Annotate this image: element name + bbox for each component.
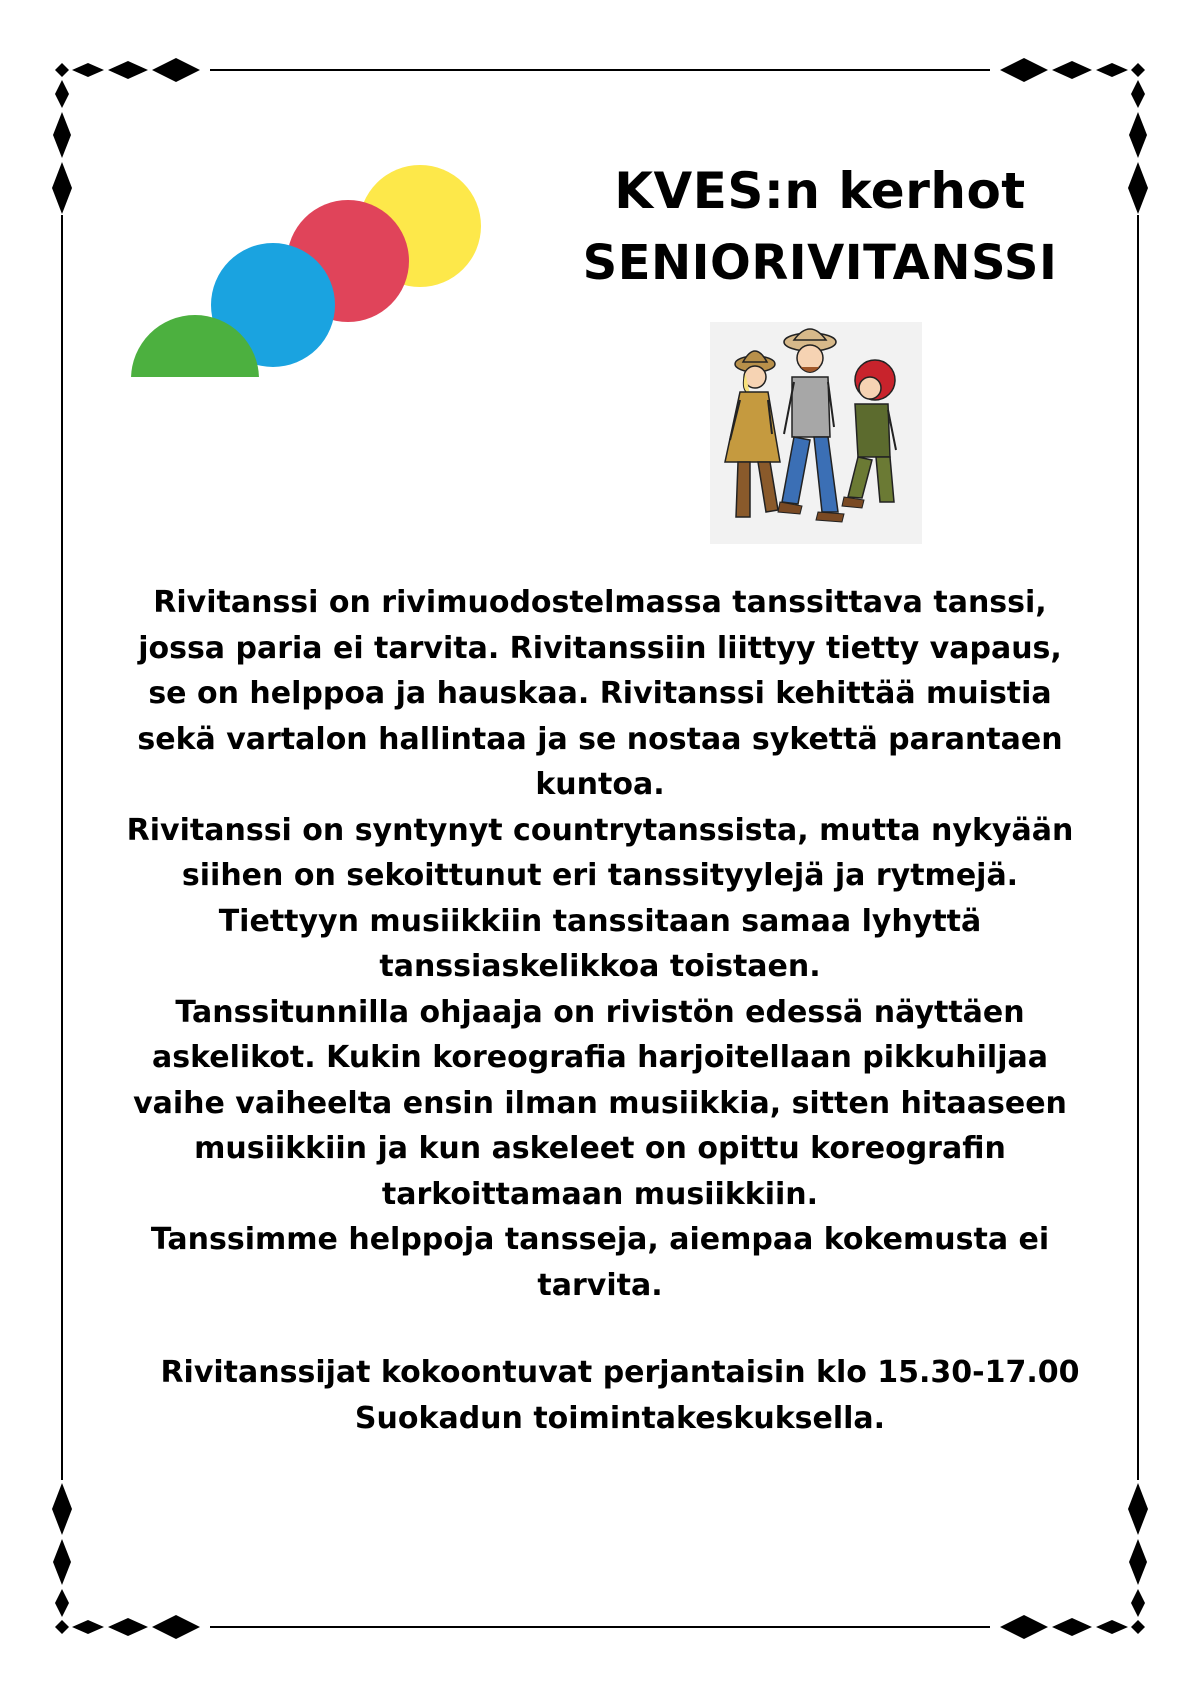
description-text [90, 580, 1110, 1308]
meeting-info [120, 1350, 1120, 1442]
body-line: kuntoa. [535, 767, 665, 802]
body-line: Tanssimme helppoja tansseja, aiempaa kokemusta ei [150, 1222, 1050, 1257]
body-line: askelikot. Kukin koreografia harjoitellaan pikkuhiljaa [152, 1040, 1048, 1075]
body-line: Rivitanssi on syntynyt countrytanssista, mutta nykyään [126, 812, 1074, 848]
body-line: Tanssitunnilla ohjaaja on rivistön edessä näyttäen [175, 994, 1025, 1030]
body-line: Tiettyyn musiikkiin tanssitaan samaa lyhyttä [218, 903, 982, 939]
body-line: Rivitanssi on rivimuodostelmassa tanssittava tanssi, [153, 585, 1047, 620]
overlapping-circles-logo [130, 165, 490, 385]
body-line: siihen on sekoittunut eri tanssityylejä ja rytmejä. [181, 858, 1019, 893]
body-line: tarvita. [537, 1267, 663, 1303]
meeting-location: Suokadun toimintakeskuksella. [354, 1401, 886, 1436]
line-dancers-illustration [710, 322, 922, 544]
page-title: KVES:n kerhot [614, 162, 1026, 220]
body-line: se on helppoa ja hauskaa. Rivitanssi kehittää muistia [148, 676, 1052, 711]
meeting-time: Rivitanssijat kokoontuvat perjantaisin klo 15.30-17.00 [160, 1355, 1080, 1390]
body-line: musiikkiin ja kun askeleet on opittu koreografin [194, 1131, 1006, 1166]
body-line: sekä vartalon hallintaa ja se nostaa sykettä parantaen [137, 721, 1063, 757]
body-line: vaihe vaiheelta ensin ilman musiikkia, sitten hitaaseen [133, 1085, 1067, 1121]
body-line: jossa paria ei tarvita. Rivitanssiin liittyy tietty vapaus, [138, 630, 1062, 666]
body-line: tanssiaskelikkoa toistaen. [379, 949, 821, 984]
body-line: tarkoittamaan musiikkiin. [381, 1176, 819, 1212]
page-subtitle: SENIORIVITANSSI [582, 235, 1058, 291]
title-block [560, 155, 1080, 299]
